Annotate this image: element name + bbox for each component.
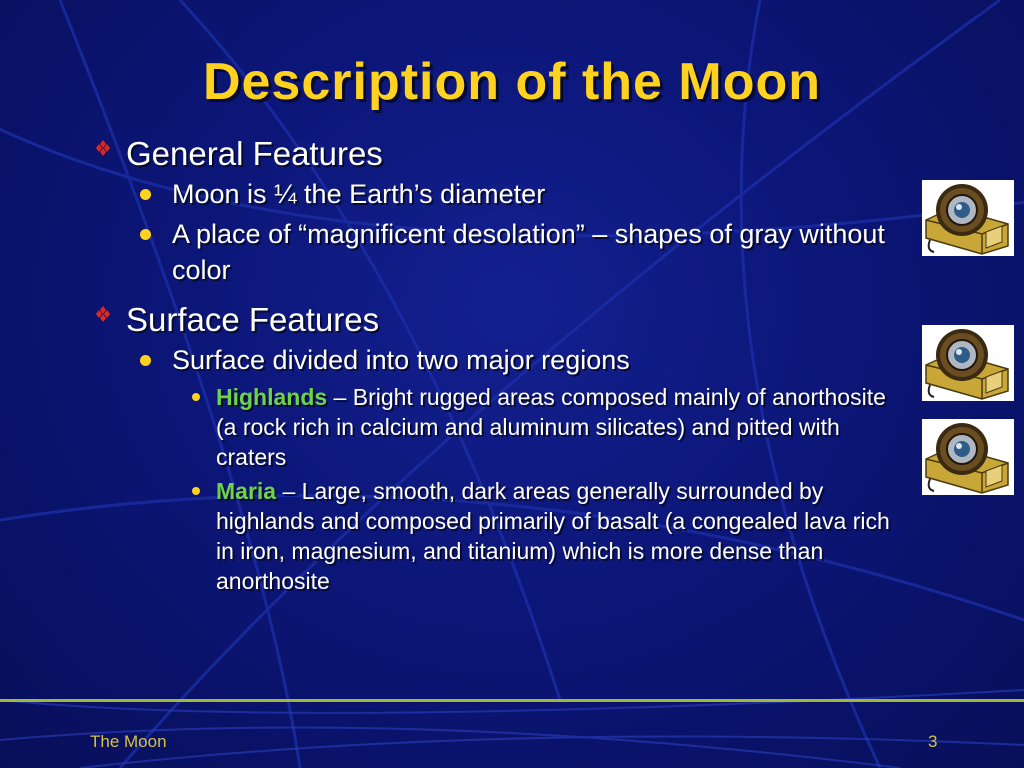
diamond-bullet-icon bbox=[88, 300, 118, 340]
media-clip-highlands[interactable] bbox=[922, 419, 1014, 495]
media-clip-general-features[interactable] bbox=[922, 180, 1014, 256]
bullet-dot bbox=[140, 189, 151, 200]
diamond-bullet-icon bbox=[88, 134, 118, 174]
sub-bullet-text: – Bright rugged areas composed mainly of anorthosite (a rock rich in calcium and aluminum silicates) and pitted with craters bbox=[216, 384, 886, 470]
section-heading-surface bbox=[88, 300, 908, 340]
bullet-text: Moon is ¼ the Earth’s diameter bbox=[172, 179, 546, 209]
slide-number: 3 bbox=[928, 732, 938, 751]
bullet-text: A place of “magnificent desolation” – shapes of gray without color bbox=[172, 219, 885, 285]
bullet-text: Surface divided into two major regions bbox=[172, 345, 630, 375]
slide-body bbox=[88, 134, 908, 600]
sub-bullet-maria bbox=[190, 476, 896, 596]
sub-bullet-dot bbox=[192, 487, 200, 495]
bullet-item bbox=[136, 342, 908, 378]
sub-bullet-text: – Large, smooth, dark areas generally surrounded by highlands and composed primarily of basalt (a congealed lava rich in iron, magnesium, and titanium) which is more dense than anorthosite bbox=[216, 478, 890, 594]
term-maria: Maria bbox=[216, 478, 277, 504]
bullet-item bbox=[136, 216, 908, 288]
section-heading-text: General Features bbox=[126, 135, 383, 172]
projector-icon bbox=[922, 325, 1014, 401]
media-clip-surface-features[interactable] bbox=[922, 325, 1014, 401]
projector-icon bbox=[922, 180, 1014, 256]
bullet-item bbox=[136, 176, 908, 212]
bullet-dot bbox=[140, 355, 151, 366]
section-heading-text: Surface Features bbox=[126, 301, 380, 338]
footer-title: The Moon bbox=[90, 732, 167, 751]
section-heading-general bbox=[88, 134, 908, 174]
projector-icon bbox=[922, 419, 1014, 495]
term-highlands: Highlands bbox=[216, 384, 328, 410]
slide-title: Description of the Moon bbox=[202, 53, 822, 111]
sub-bullet-dot bbox=[192, 393, 200, 401]
footer-divider bbox=[0, 699, 1024, 702]
bullet-dot bbox=[140, 229, 151, 240]
sub-bullet-highlands bbox=[190, 382, 896, 472]
